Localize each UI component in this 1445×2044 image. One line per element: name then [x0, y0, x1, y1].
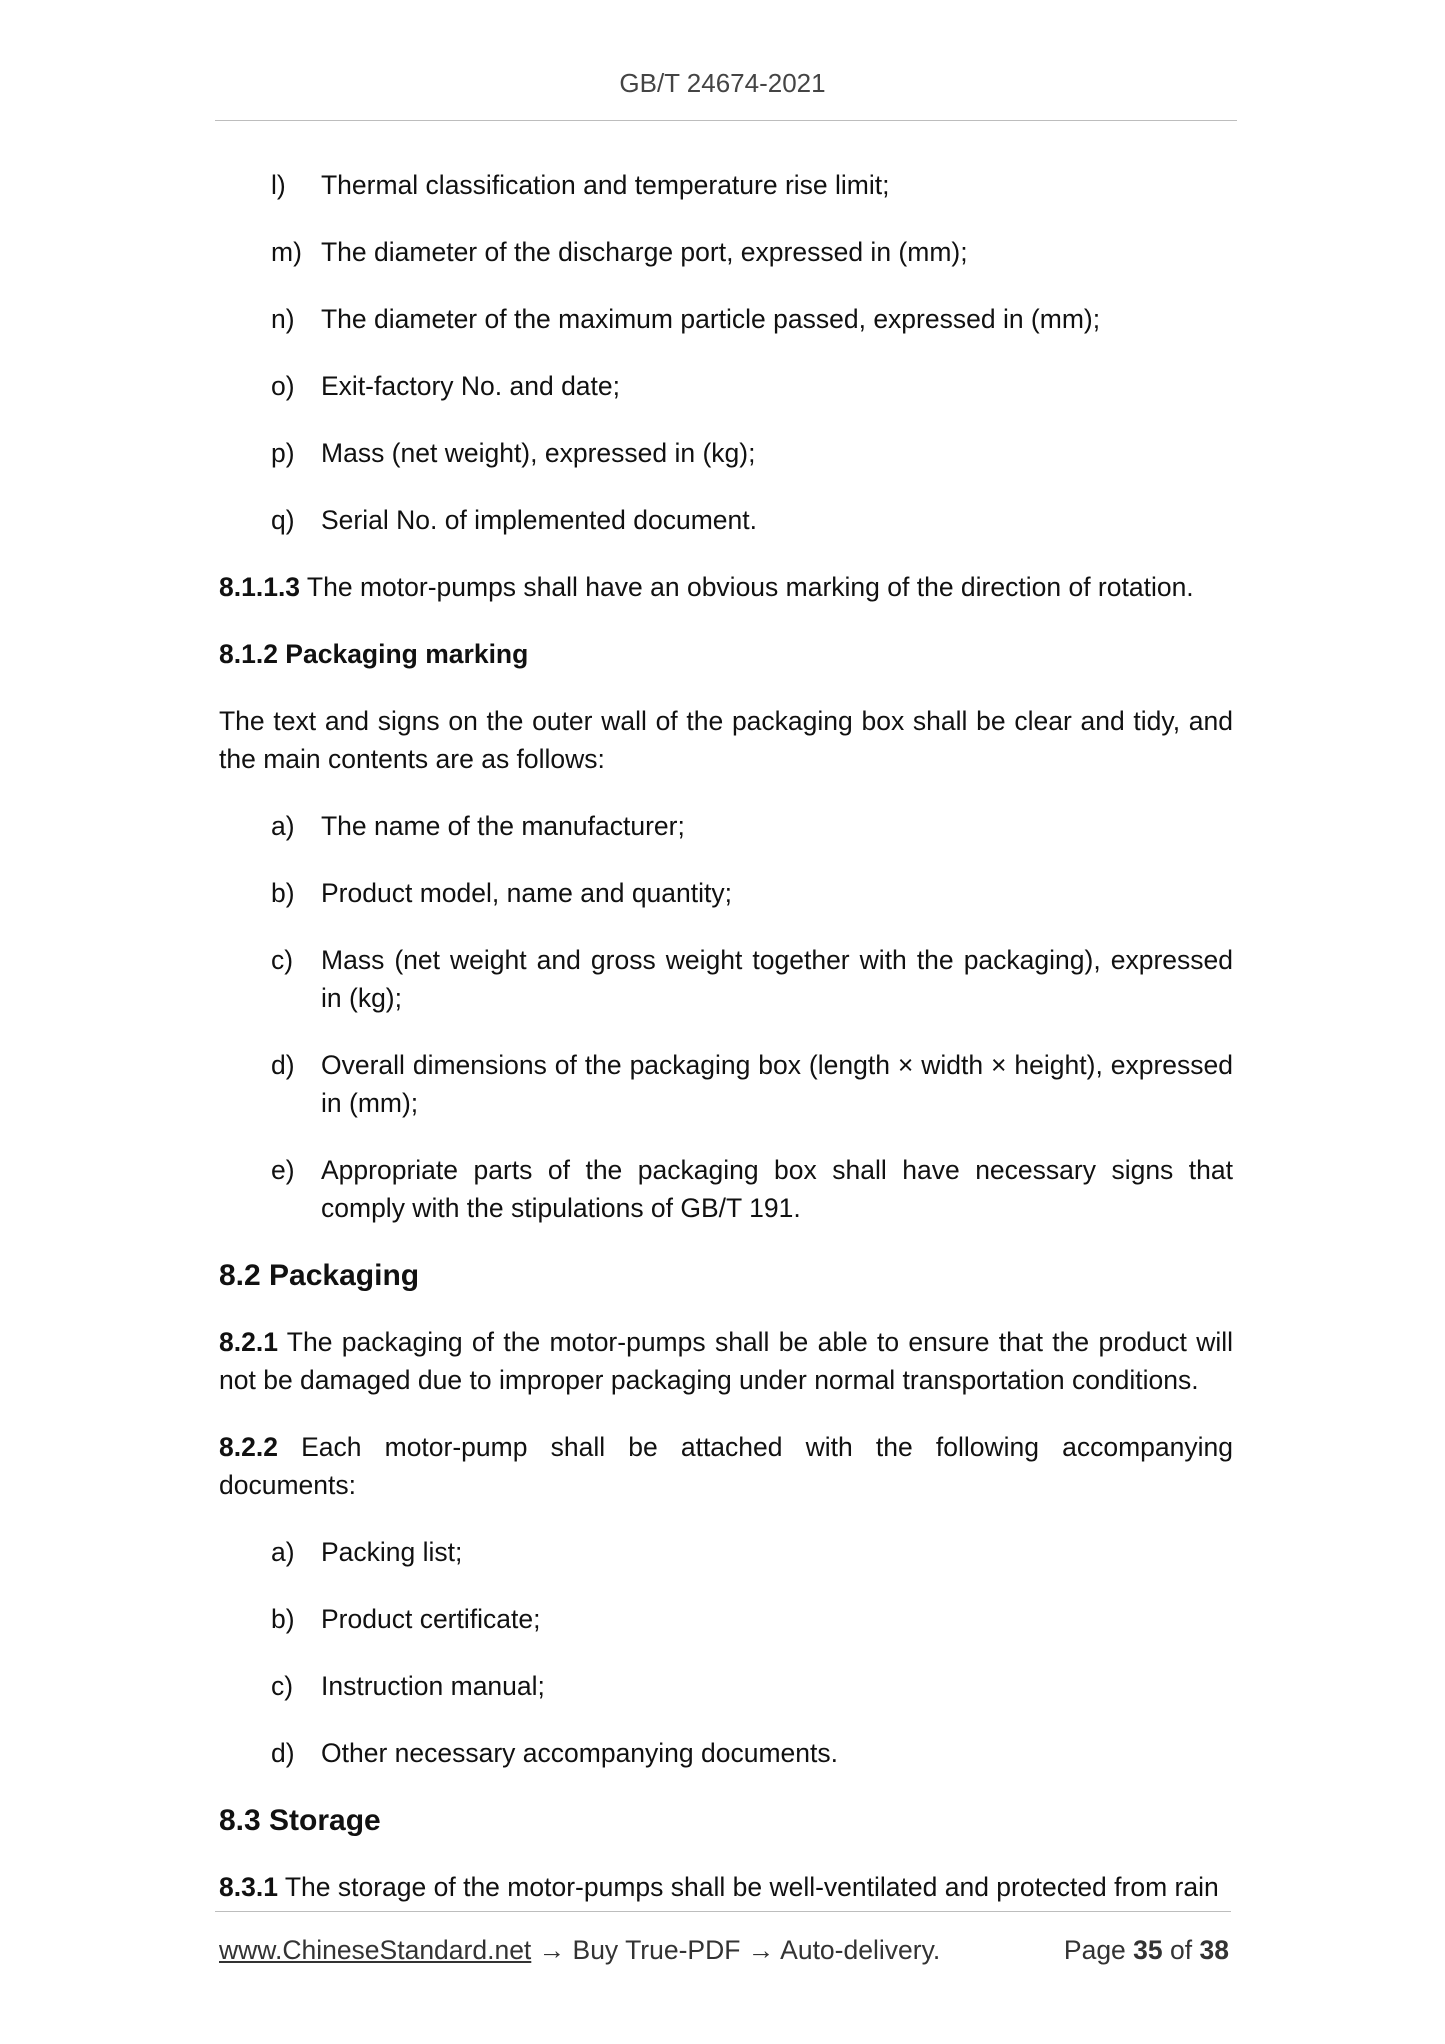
list-item-text: Serial No. of implemented document.: [321, 505, 757, 535]
list-item-text: Exit-factory No. and date;: [321, 371, 621, 401]
list-item-text: The name of the manufacturer;: [321, 811, 685, 841]
list-item: [219, 300, 1233, 338]
clause-number: 8.1.1.3: [219, 572, 301, 602]
list-item-label: d): [271, 1050, 295, 1080]
clause-text: The packaging of the motor-pumps shall be able to ensure that the product will not be damaged due to improper packaging under normal transportation conditions.: [219, 1327, 1233, 1395]
list-item: [219, 1151, 1233, 1227]
list-item: [219, 233, 1233, 271]
list-item-text: Product certificate;: [321, 1604, 541, 1634]
list-item-label: e): [271, 1155, 295, 1185]
document-body: [219, 166, 1233, 1935]
clause-8-2-2: [219, 1428, 1233, 1504]
list-item: [219, 501, 1233, 539]
list-item: [219, 166, 1233, 204]
list-item-text: The diameter of the maximum particle passed, expressed in (mm);: [321, 304, 1101, 334]
clause-number: 8.3.1: [219, 1872, 278, 1902]
list-item-label: c): [271, 945, 294, 975]
list-item-label: b): [271, 878, 295, 908]
clause-text: The storage of the motor-pumps shall be well-ventilated and protected from rain: [277, 1872, 1219, 1902]
list-item-label: a): [271, 1537, 295, 1567]
list-item: [219, 1600, 1233, 1638]
list-item-label: b): [271, 1604, 295, 1634]
list-item-label: a): [271, 811, 295, 841]
clause-text: Each motor-pump shall be attached with the following accompanying documents:: [219, 1432, 1233, 1500]
list-item-text: Instruction manual;: [321, 1671, 545, 1701]
list-item: [219, 1667, 1233, 1705]
website-link[interactable]: www.ChineseStandard.net: [219, 1935, 532, 1965]
list-item-label: p): [271, 438, 295, 468]
page-header-title: GB/T 24674-2021: [619, 68, 826, 98]
list-item-text: Mass (net weight and gross weight together with the packaging), expressed in (kg);: [321, 945, 1233, 1013]
list-item-text: Overall dimensions of the packaging box (length × width × height), expressed in (mm);: [321, 1050, 1233, 1118]
list-item: [219, 807, 1233, 845]
list-item-label: d): [271, 1738, 295, 1768]
clause-number: 8.2.1: [219, 1327, 278, 1357]
list-item-label: c): [271, 1671, 294, 1701]
list-item-text: Appropriate parts of the packaging box shall have necessary signs that comply with the stipulations of GB/T 191.: [321, 1155, 1233, 1223]
list-item-label: m): [271, 237, 302, 267]
list-item: [219, 941, 1233, 1017]
list-item-label: n): [271, 304, 295, 334]
page-total: 38: [1199, 1935, 1229, 1965]
list-item-text: The diameter of the discharge port, expressed in (mm);: [321, 237, 968, 267]
list-item-label: l): [271, 170, 286, 200]
page-current: 35: [1133, 1935, 1163, 1965]
list-item-text: Product model, name and quantity;: [321, 878, 732, 908]
page-footer: [219, 1935, 1229, 1966]
footer-tagline: → Buy True-PDF → Auto-delivery.: [531, 1935, 941, 1965]
page-indicator: [1064, 1935, 1229, 1966]
list-item-text: Packing list;: [321, 1537, 463, 1567]
list-item: [219, 367, 1233, 405]
footer-divider: [215, 1911, 1231, 1912]
section-heading-packaging: 8.2 Packaging: [219, 1259, 420, 1292]
list-item-text: Mass (net weight), expressed in (kg);: [321, 438, 756, 468]
page-word: Page: [1063, 1935, 1126, 1965]
section-heading-storage: 8.3 Storage: [219, 1804, 381, 1837]
header-divider: [215, 120, 1237, 121]
list-item: [219, 874, 1233, 912]
list-item: [219, 1046, 1233, 1122]
list-item: [219, 1533, 1233, 1571]
list-item-label: q): [271, 505, 295, 535]
list-item-text: Thermal classification and temperature rise limit;: [321, 170, 890, 200]
subsection-heading-packaging-marking: 8.1.2 Packaging marking: [219, 639, 529, 669]
clause-8-2-1: [219, 1323, 1233, 1399]
clause-number: 8.2.2: [219, 1432, 278, 1462]
clause-text: The motor-pumps shall have an obvious marking of the direction of rotation.: [300, 572, 1194, 602]
list-item: [219, 1734, 1233, 1772]
list-item-text: Other necessary accompanying documents.: [321, 1738, 839, 1768]
list-item: [219, 434, 1233, 472]
paragraph-packaging-marking: The text and signs on the outer wall of the packaging box shall be clear and tidy, and the main contents are as follows:: [219, 706, 1233, 774]
clause-8-3-1: [219, 1868, 1233, 1906]
clause-8-1-1-3: [219, 568, 1233, 606]
of-word: of: [1170, 1935, 1193, 1965]
list-item-label: o): [271, 371, 295, 401]
